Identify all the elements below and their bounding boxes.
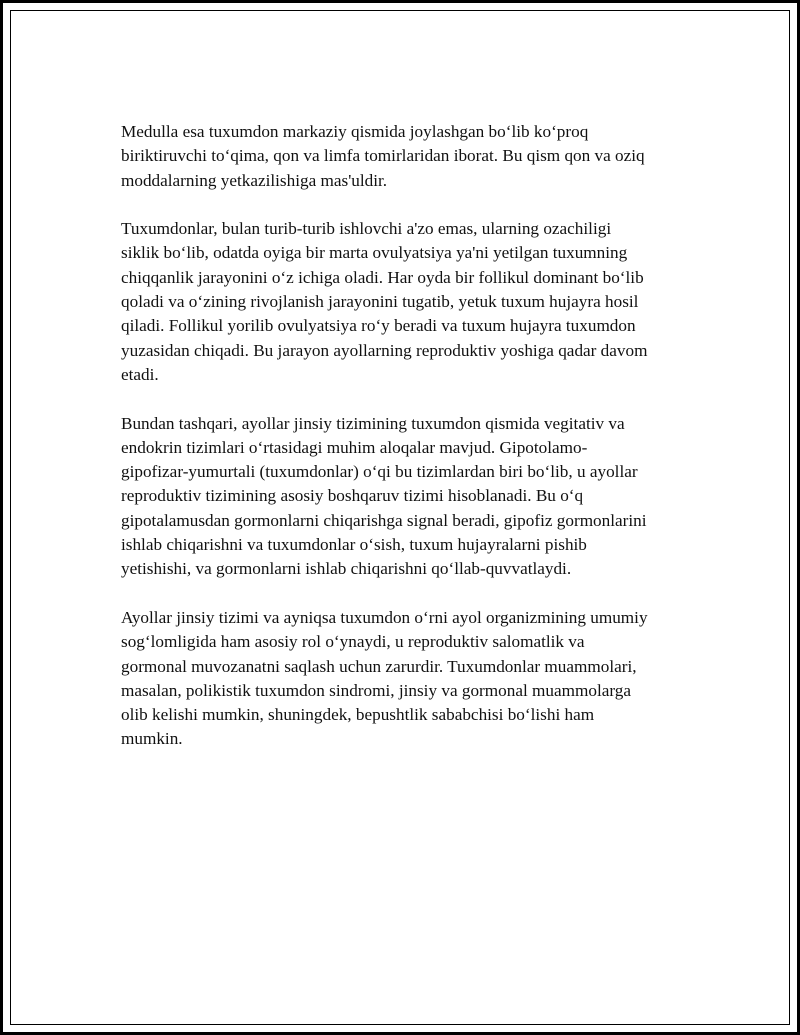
paragraph-ovulation-cycle: Tuxumdonlar, bulan turib-turib ishlovchi a'zo emas, ularning ozachiligi siklik boʻlib, odatda oyiga bir marta ovulyatsiya ya'ni yetilgan tuxumning chiqqanlik jarayonini oʻz ichiga oladi. Har oyda bir follikul dominant boʻlib qoladi va oʻzining rivojlanish jarayonini tugatib, yetuk tuxum hujayra hosil qiladi. Follikul yorilib ovulyatsiya roʻy beradi va tuxum hujayra tuxumdon yuzasidan chiqadi. Bu jarayon ayollarning reproduktiv yoshiga qadar davom etadi. [121,219,648,384]
paragraph-hormonal-axis: Bundan tashqari, ayollar jinsiy tizimining tuxumdon qismida vegitativ va endokrin tizimlari oʻrtasidagi muhim aloqalar mavjud. Gipotolamo- gipofizar-yumurtali (tuxumdonlar) oʻqi bu tizimlardan biri boʻlib, u ayollar reproduktiv tizimining asosiy boshqaruv tizimi hisoblanadi. Bu oʻq gipotalamusdan gormonlarni chiqarishga signal beradi, gipofiz gormonlarini ishlab chiqarishni va tuxumdonlar oʻsish, tuxum hujayralarni pishib yetishishi, va gormonlarni ishlab chiqarishni qoʻllab-quvvatlaydi. [121,413,647,579]
paragraph-reproductive-health: Ayollar jinsiy tizimi va ayniqsa tuxumdon oʻrni ayol organizmining umumiy sogʻlomligida ham asosiy rol oʻynaydi, u reproduktiv salomatlik va gormonal muvozanatni saqlash uchun zarurdir. Tuxumdonlar muammolari, masalan, polikistik tuxumdon sindromi, jinsiy va gormonal muammolarga olib kelishi mumkin, shuningdek, bepushtlik sababchisi boʻlishi ham mumkin. [121,607,648,749]
document-body [121,120,701,776]
paragraph-medulla: Medulla esa tuxumdon markaziy qismida joylashgan boʻlib koʻproq biriktiruvchi toʻqima, qon va limfa tomirlaridan iborat. Bu qism qon va oziq moddalarning yetkazilishiga mas'uldir. [121,122,645,190]
